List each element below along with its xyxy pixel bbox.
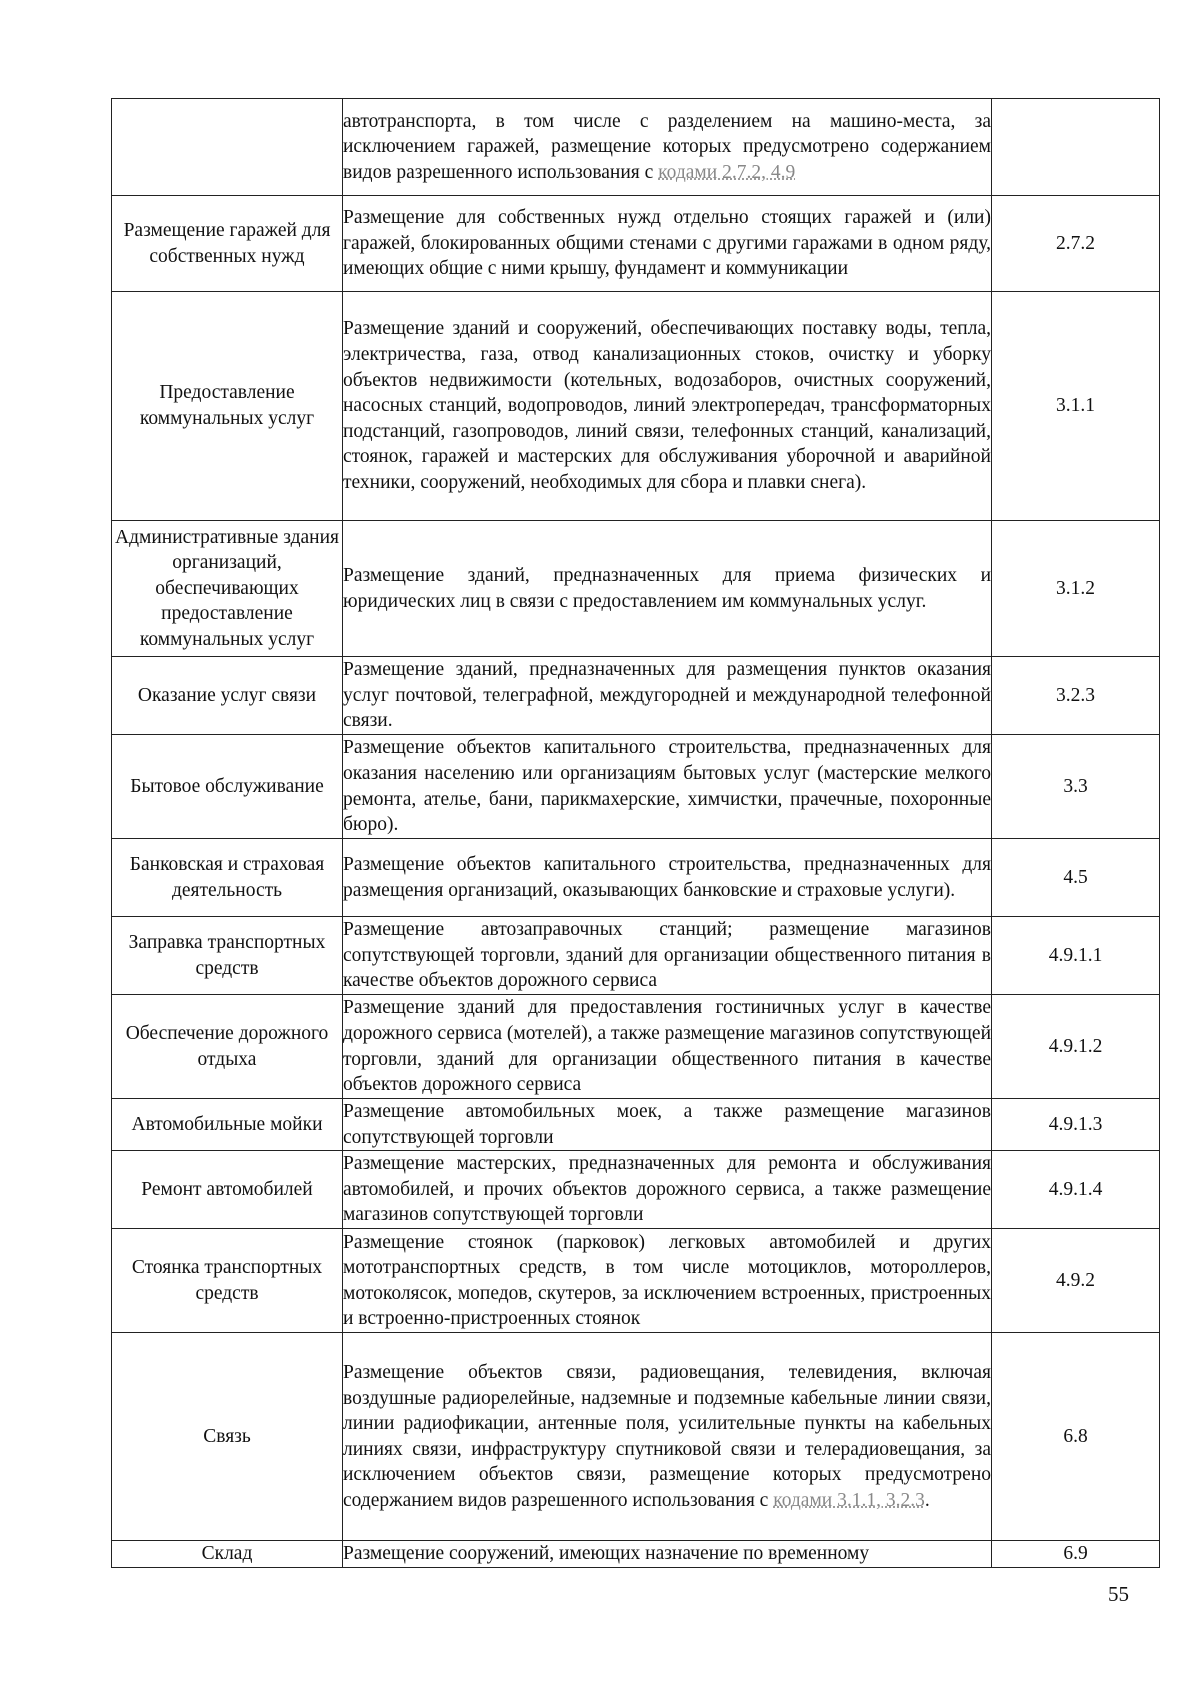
use-name-cell: Склад: [112, 1541, 343, 1568]
use-code-cell: 3.1.1: [992, 292, 1160, 521]
use-name-cell: Административные здания организаций, обеспечивающих предоставление коммунальных услуг: [112, 521, 343, 657]
use-description-cell: Размещение для собственных нужд отдельно стоящих гаражей и (или) гаражей, блокированных общими стенами с другими гаражами в одном ряду, имеющих общие с ними крышу, фундамент и коммуникации: [343, 196, 992, 292]
use-description-cell: Размещение зданий, предназначенных для приема физических и юридических лиц в связи с предоставлением им коммунальных услуг.: [343, 521, 992, 657]
table-row: [112, 1229, 1160, 1333]
description-text: Размещение объектов связи, радиовещания, телевидения, включая воздушные радиорелейные, надземные и подземные кабельные линии связи, линии радиофикации, антенные поля, усилительные пункты на кабельных линиях связи, инфраструктуру спутниковой связи и телерадиовещания, за исключением объектов связи, размещение которых предусмотрено содержанием видов разрешенного использования с: [343, 1361, 991, 1511]
use-name-cell: Заправка транспортных средств: [112, 917, 343, 995]
use-name-cell: Банковская и страховая деятельность: [112, 839, 343, 917]
use-name-cell: Стоянка транспортных средств: [112, 1229, 343, 1333]
table-row: [112, 1541, 1160, 1568]
use-name-cell: Предоставление коммунальных услуг: [112, 292, 343, 521]
use-description-cell: Размещение объектов капитального строительства, предназначенных для оказания населению или организациям бытовых услуг (мастерские мелкого ремонта, ателье, бани, парикмахерские, химчистки, прачечные, похоронные бюро).: [343, 735, 992, 839]
use-code-cell: 2.7.2: [992, 196, 1160, 292]
table-row: [112, 657, 1160, 735]
use-description-cell: Размещение объектов капитального строительства, предназначенных для размещения организаций, оказывающих банковские и страховые услуги).: [343, 839, 992, 917]
use-description-cell: Размещение зданий, предназначенных для размещения пунктов оказания услуг почтовой, телеграфной, междугородней и международной телефонной связи.: [343, 657, 992, 735]
use-name-cell: Ремонт автомобилей: [112, 1151, 343, 1229]
use-code-cell: 3.2.3: [992, 657, 1160, 735]
table-row: [112, 995, 1160, 1099]
table-row: [112, 99, 1160, 196]
description-text: автотранспорта, в том числе с разделением на машино-места, за исключением гаражей, размещение которых предусмотрено содержанием видов разрешенного использования с: [343, 110, 991, 183]
use-description-cell: Размещение автозаправочных станций; размещение магазинов сопутствующей торговли, зданий для организации общественного питания в качестве объектов дорожного сервиса: [343, 917, 992, 995]
use-code-cell: 4.9.1.1: [992, 917, 1160, 995]
use-name-cell: Оказание услуг связи: [112, 657, 343, 735]
land-use-table: [111, 98, 1160, 1568]
use-description-cell: Размещение сооружений, имеющих назначение по временному: [343, 1541, 992, 1568]
use-code-cell: 4.5: [992, 839, 1160, 917]
table-row: [112, 1151, 1160, 1229]
use-description-cell: Размещение автомобильных моек, а также размещение магазинов сопутствующей торговли: [343, 1099, 992, 1151]
use-description-cell: [343, 99, 992, 196]
use-description-cell: Размещение стоянок (парковок) легковых автомобилей и других мототранспортных средств, в том числе мотоциклов, мотороллеров, мотоколясок, мопедов, скутеров, за исключением встроенных, пристроенных и встроенно-пристроенных стоянок: [343, 1229, 992, 1333]
code-reference-link[interactable]: кодами 3.1.1, 3.2.3: [773, 1489, 925, 1511]
use-name-cell: Размещение гаражей для собственных нужд: [112, 196, 343, 292]
use-description-cell: Размещение зданий и сооружений, обеспечивающих поставку воды, тепла, электричества, газа, отвод канализационных стоков, очистку и уборку объектов недвижимости (котельных, водозаборов, очистных сооружений, насосных станций, водопроводов, линий электропередач, трансформаторных подстанций, газопроводов, линий связи, телефонных станций, канализаций, стоянок, гаражей и мастерских для обслуживания уборочной и аварийной техники, сооружений, необходимых для сбора и плавки снега).: [343, 292, 992, 521]
description-tail: .: [924, 1489, 930, 1511]
use-code-cell: 3.3: [992, 735, 1160, 839]
use-code-cell: 4.9.1.2: [992, 995, 1160, 1099]
page-number: 55: [1108, 1582, 1129, 1606]
use-name-cell: [112, 99, 343, 196]
use-name-cell: Бытовое обслуживание: [112, 735, 343, 839]
table-row: [112, 292, 1160, 521]
table-row: [112, 839, 1160, 917]
use-description-cell: Размещение зданий для предоставления гостиничных услуг в качестве дорожного сервиса (мотелей), а также размещение магазинов сопутствующей торговли, зданий для организации общественного питания в качестве объектов дорожного сервиса: [343, 995, 992, 1099]
use-code-cell: 4.9.2: [992, 1229, 1160, 1333]
use-code-cell: 6.9: [992, 1541, 1160, 1568]
table-row: [112, 917, 1160, 995]
table-row: [112, 1333, 1160, 1541]
use-code-cell: 6.8: [992, 1333, 1160, 1541]
use-code-cell: 4.9.1.4: [992, 1151, 1160, 1229]
use-name-cell: Связь: [112, 1333, 343, 1541]
table-row: [112, 521, 1160, 657]
use-description-cell: [343, 1333, 992, 1541]
use-code-cell: [992, 99, 1160, 196]
use-code-cell: 4.9.1.3: [992, 1099, 1160, 1151]
code-reference-link[interactable]: кодами 2.7.2, 4.9: [658, 161, 796, 183]
use-name-cell: Автомобильные мойки: [112, 1099, 343, 1151]
use-name-cell: Обеспечение дорожного отдыха: [112, 995, 343, 1099]
table-row: [112, 735, 1160, 839]
use-code-cell: 3.1.2: [992, 521, 1160, 657]
table-row: [112, 1099, 1160, 1151]
table-row: [112, 196, 1160, 292]
use-description-cell: Размещение мастерских, предназначенных для ремонта и обслуживания автомобилей, и прочих объектов дорожного сервиса, а также размещение магазинов сопутствующей торговли: [343, 1151, 992, 1229]
